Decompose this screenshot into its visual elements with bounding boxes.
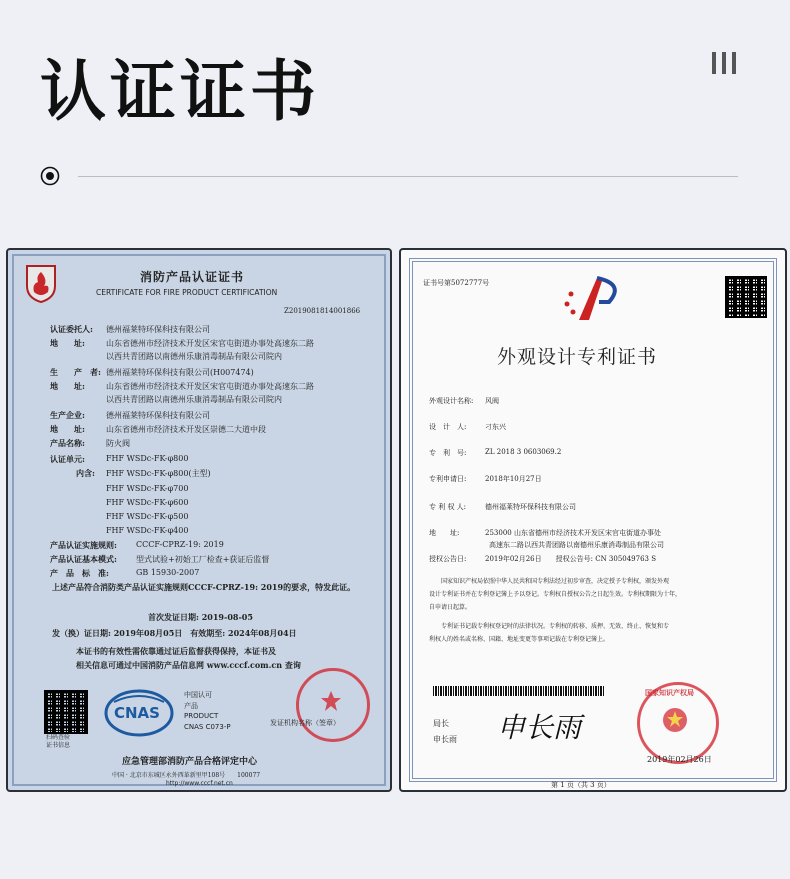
cnas-line-2: 产品 bbox=[184, 702, 198, 710]
patent-qr-code[interactable] bbox=[725, 276, 767, 318]
field-value: 山东省德州市经济技术开发区崇德二大道中段 bbox=[106, 425, 266, 434]
field-value: 型式试验+初始工厂检查+获证后监督 bbox=[136, 555, 270, 564]
field-label: 地 址: bbox=[50, 338, 85, 348]
issuer-sign-label: 发证机构名称（签章） bbox=[270, 719, 340, 727]
field-label: 产品认证基本模式: bbox=[50, 554, 117, 564]
patent-field-label: 专利申请日: bbox=[429, 475, 467, 483]
field-label: 认证委托人: bbox=[50, 324, 93, 334]
national-emblem-icon bbox=[661, 706, 689, 734]
qr-caption: 扫码查验 证书信息 bbox=[46, 734, 71, 749]
patent-field-value: 2018年10月27日 bbox=[485, 475, 542, 483]
patent-field-value: ZL 2018 3 0603069.2 bbox=[485, 448, 562, 456]
field-label: 产品名称: bbox=[50, 438, 85, 448]
cnas-text: CNAS bbox=[114, 704, 160, 722]
notice-line: 设计专利证书并在专利登记簿上予以登记。专利权自授权公告之日起生效。专利权期限为十年， bbox=[429, 591, 682, 598]
target-icon bbox=[40, 166, 60, 186]
field-value: 德州福莱特环保科技有限公司 bbox=[106, 411, 210, 420]
conformity-statement: 上述产品符合消防类产品认证实施规则CCCF-CPRZ-19: 2019的要求，特发此证。 bbox=[52, 582, 356, 592]
field-label: 认证单元: bbox=[50, 454, 85, 464]
patent-title: 外观设计专利证书 bbox=[497, 346, 658, 368]
field-value: CCCF-CPRZ-19: 2019 bbox=[136, 540, 224, 549]
field-label: 生产企业: bbox=[50, 410, 85, 420]
cnas-line-4: CNAS C073-P bbox=[184, 723, 231, 731]
patent-field-label: 专 利 权 人: bbox=[429, 503, 467, 511]
barcode bbox=[433, 686, 605, 696]
cert-number: Z2019081814001866 bbox=[284, 307, 361, 315]
notice-line: 自申请日起算。 bbox=[429, 604, 472, 611]
patent-field-value: 高速东二路以西共青团路以南德州乐康消毒制品有限公司 bbox=[489, 541, 664, 549]
field-label: 内含: bbox=[76, 468, 95, 478]
cnipa-emblem-icon bbox=[559, 270, 629, 328]
field-label: 产品认证实施规则: bbox=[50, 540, 117, 550]
patent-field-label: 专 利 号: bbox=[429, 449, 467, 457]
notice-line: 专利证书记载专利权登记时的法律状况。专利权的转移、质押、无效、终止、恢复和专 bbox=[441, 623, 670, 630]
certificate-border bbox=[409, 258, 777, 782]
field-value: FHF WSDc-FK-φ800 bbox=[106, 454, 189, 463]
notice-line: 利权人的姓名或名称、国籍、地址变更等事项记载在专利登记簿上。 bbox=[429, 636, 610, 643]
fire-logo-icon bbox=[24, 262, 58, 304]
cnas-line-1: 中国认可 bbox=[184, 691, 212, 699]
patent-field-label: 授权公告日: bbox=[429, 555, 467, 563]
organization-website[interactable]: http://www.cccf.net.cn bbox=[166, 780, 233, 787]
patent-field-value: 253000 山东省德州市经济技术开发区宋官屯街道办事处 bbox=[485, 529, 661, 537]
patent-field-value: 刁东兴 bbox=[485, 423, 506, 431]
field-value: FHF WSDc-FK-φ500 bbox=[106, 512, 189, 521]
seal-date: 2019年02月26日 bbox=[647, 755, 712, 764]
notice-line: 国家知识产权局依照中华人民共和国专利法经过初步审查，决定授予专利权，颁发外观 bbox=[441, 578, 670, 585]
director-name: 申长雨 bbox=[433, 735, 457, 744]
issue-date: 发（换）证日期: 2019年08月05日 有效期至: 2024年08月04日 bbox=[52, 628, 297, 638]
validity-note-1: 本证书的有效性需依靠通过证后监督获得保持，本证书及 bbox=[76, 646, 276, 656]
seal-text: 国家知识产权局 bbox=[645, 688, 694, 697]
field-value: 以西共青团路以南德州乐康消毒制品有限公司院内 bbox=[106, 352, 282, 361]
field-label: 地 址: bbox=[50, 424, 85, 434]
patent-field-value: 风阀 bbox=[485, 397, 499, 405]
validity-note-2: 相关信息可通过中国消防产品信息网 www.cccf.com.cn 查询 bbox=[76, 660, 301, 670]
patent-field-value: 2019年02月26日 授权公告号: CN 305049763 S bbox=[485, 555, 657, 563]
director-signature: 申长雨 bbox=[497, 711, 582, 744]
patent-field-label: 地 址: bbox=[429, 529, 460, 537]
patent-cert-number: 证书号第5072777号 bbox=[423, 279, 490, 287]
field-value: FHF WSDc-FK-φ400 bbox=[106, 526, 189, 535]
patent-field-label: 外观设计名称: bbox=[429, 397, 474, 405]
field-value: FHF WSDc-FK-φ600 bbox=[106, 498, 189, 507]
field-value: 山东省德州市经济技术开发区宋官屯街道办事处高速东二路 bbox=[106, 339, 314, 348]
field-value: 以西共青团路以南德州乐康消毒制品有限公司院内 bbox=[106, 395, 282, 404]
field-value: FHF WSDc-FK-φ800(主型) bbox=[106, 469, 211, 478]
design-patent-certificate bbox=[399, 248, 787, 792]
director-title: 局长 bbox=[433, 719, 449, 728]
qr-code[interactable] bbox=[44, 690, 88, 734]
divider bbox=[78, 176, 738, 177]
patent-field-value: 德州福莱特环保科技有限公司 bbox=[485, 503, 576, 511]
field-label: 产 品 标 准: bbox=[50, 568, 109, 578]
field-value: GB 15930-2007 bbox=[136, 568, 200, 577]
cnas-line-3: PRODUCT bbox=[184, 712, 219, 720]
page-footer: 第 1 页（共 3 页） bbox=[551, 781, 611, 789]
organization-address: 中国 · 北京市东城区永外西革新里甲108号 100077 bbox=[112, 772, 261, 779]
fire-product-certificate bbox=[6, 248, 392, 792]
seal-star-icon bbox=[320, 690, 342, 712]
issuing-organization: 应急管理部消防产品合格评定中心 bbox=[122, 757, 258, 767]
field-value: 山东省德州市经济技术开发区宋官屯街道办事处高速东二路 bbox=[106, 382, 314, 391]
field-value: 德州福莱特环保科技有限公司 bbox=[106, 325, 210, 334]
field-value: 防火阀 bbox=[106, 439, 130, 448]
first-issue-date: 首次发证日期: 2019-08-05 bbox=[148, 612, 253, 622]
cert-title-en: CERTIFICATE FOR FIRE PRODUCT CERTIFICATION bbox=[96, 288, 278, 297]
menu-icon[interactable] bbox=[712, 52, 742, 74]
field-label: 生 产 者: bbox=[50, 367, 101, 377]
page-title: 认证证书 bbox=[40, 53, 320, 130]
field-value: 德州福莱特环保科技有限公司(H007474) bbox=[106, 368, 254, 377]
cert-title-cn: 消防产品认证证书 bbox=[140, 270, 245, 284]
field-label: 地 址: bbox=[50, 381, 85, 391]
patent-field-label: 设 计 人: bbox=[429, 423, 467, 431]
field-value: FHF WSDc-FK-φ700 bbox=[106, 484, 189, 493]
